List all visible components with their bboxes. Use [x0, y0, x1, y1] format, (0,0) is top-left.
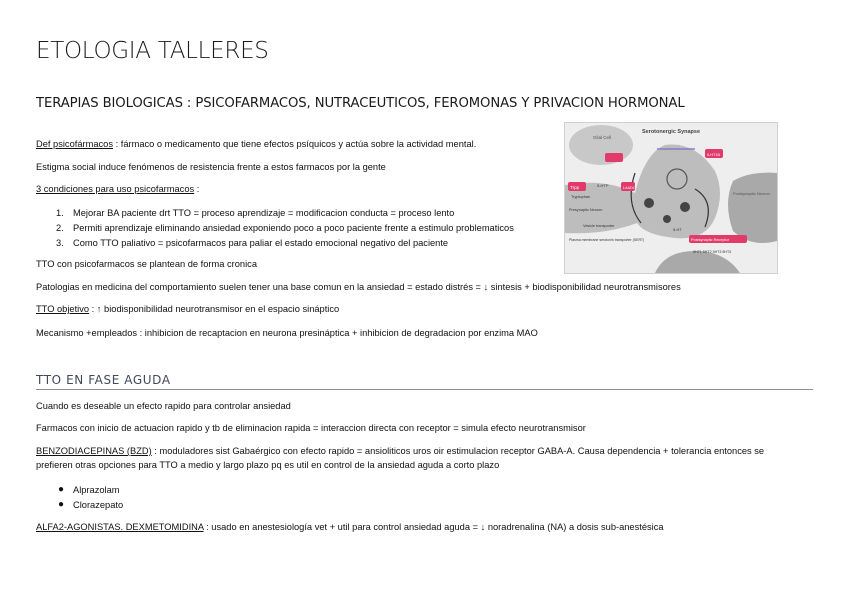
postsynaptic-label: Postsynaptic Neuron: [733, 191, 770, 196]
list-item: [36, 222, 514, 237]
bzd-paragraph: [36, 445, 764, 458]
document-title: ETOLOGIA TALLERES: [36, 38, 269, 64]
list-item-text: Como TTO paliativo = psicofarmacos para paliar el estado emocional negativo del paciente: [73, 238, 449, 248]
serotonergic-synapse-figure: [564, 122, 778, 274]
list-item: [36, 484, 123, 499]
document-subtitle: TERAPIAS BIOLOGICAS : PSICOFARMACOS, NUTRACEUTICOS, FEROMONAS Y PRIVACION HORMONAL: [36, 96, 685, 111]
list-item-text: Permiti aprendizaje eliminando ansiedad exponiendo poco a poco paciente frente a estimulo problematicos: [73, 223, 514, 233]
def-term: Def psicofármacos: [36, 139, 113, 149]
bzd-line1: : moduladores sist Gabaérgico con efecto rapido = ansioliticos uros oir estimulacion receptor GABA-A. Causa dependencia + tolerancia entonces se: [151, 446, 765, 456]
list-item-text: Mejorar BA paciente drt TTO = proceso aprendizaje = modificacion conducta = proceso lento: [73, 208, 455, 218]
autoreceptor-label: 5-HT1B: [707, 153, 721, 157]
vesicle-icon: [680, 202, 690, 212]
alfa2-text: : usado en anestesiología vet + util para control ansiedad aguda = ↓ noradrenalina (NA) a dosis sub-anestésica: [203, 522, 664, 532]
trpp-label: Trpp: [570, 185, 580, 190]
list-item-text: Alprazolam: [73, 485, 120, 495]
bullet-icon: ●: [58, 484, 65, 495]
bzd-term: BENZODIACEPINAS (BZD): [36, 446, 152, 456]
sert-badge: [605, 153, 623, 162]
ht-label: 5-HT: [673, 227, 682, 232]
objetivo-paragraph: [36, 303, 339, 316]
objetivo-text: : ↑ biodisponibilidad neurotransmisor en el espacio sináptico: [89, 304, 340, 314]
list-item: [36, 499, 123, 514]
vesicle-label: Vesicle transporter: [583, 224, 615, 228]
laadc-label: LAADC: [623, 186, 636, 190]
section-heading: TTO EN FASE AGUDA: [36, 373, 171, 387]
tph-label: 5-HTP: [597, 183, 609, 188]
mecanismo-paragraph: Mecanismo +empleados : inhibicion de recaptacion en neurona presináptica + inhibicion de degradacion por enzima MAO: [36, 328, 538, 338]
section-divider: [36, 389, 813, 390]
bzd-paragraph-cont: prefieren otras opciones para TTO a medio y largo plazo pq es util en control de la ansiedad aguda a corto plazo: [36, 460, 500, 470]
list-item-text: Clorazepato: [73, 500, 124, 510]
membrane-label: Plasma membrane serotonin transporter (SERT): [569, 238, 645, 242]
condiciones-tail: :: [194, 184, 200, 194]
presynaptic-label: Presynaptic Neuron: [569, 208, 603, 212]
list-number: 2.: [56, 223, 64, 233]
condiciones-term: 3 condiciones para uso psicofarmacos: [36, 184, 195, 194]
estigma-paragraph: Estigma social induce fenómenos de resistencia frente a estos farmacos por la gente: [36, 162, 386, 172]
aguda-paragraph-1: Cuando es deseable un efecto rapido para controlar ansiedad: [36, 401, 291, 411]
condiciones-heading: [36, 183, 199, 196]
list-number: 1.: [56, 208, 64, 218]
patologias-paragraph: Patologias en medicina del comportamiento suelen tener una base comun en la ansiedad = estado distrés = ↓ sintesis + biodisponibilidad neurotransmisores: [36, 282, 681, 292]
alfa2-paragraph: [36, 521, 664, 534]
synapse-diagram: [565, 123, 777, 273]
tryptophan-label: Tryptophan: [571, 195, 591, 199]
condiciones-list: [36, 207, 514, 252]
vesicle-icon: [644, 198, 654, 208]
bzd-list: [36, 484, 123, 514]
receptor-list-label: 5HT1 5HT2 5HT3 5HT4: [693, 250, 732, 254]
receptor-label: Postsynaptic Receptor: [691, 238, 729, 242]
bullet-icon: ●: [58, 499, 65, 510]
vesicle-icon: [663, 215, 671, 223]
cronica-paragraph: TTO con psicofarmacos se plantean de forma cronica: [36, 259, 257, 269]
postsynaptic-neuron-shape: [728, 173, 777, 243]
def-text: : fármaco o medicamento que tiene efectos psíquicos y actúa sobre la actividad mental.: [113, 139, 477, 149]
alfa2-term: ALFA2-AGONISTAS. DEXMETOMIDINA: [36, 522, 204, 532]
list-item: [36, 237, 514, 252]
glial-label: Glial Cell: [593, 135, 612, 140]
figure-title: Serotonergic Synapse: [641, 129, 701, 135]
aguda-paragraph-2: Farmacos con inicio de actuacion rapido y tb de eliminacion rapida = interaccion directa con receptor = simula efecto neurotransmisor: [36, 423, 586, 433]
def-paragraph: [36, 138, 476, 151]
postsynaptic-lower-shape: [655, 251, 740, 273]
list-item: [36, 207, 514, 222]
list-number: 3.: [56, 238, 64, 248]
glial-cell-shape: [569, 125, 633, 165]
objetivo-term: TTO objetivo: [36, 304, 90, 314]
